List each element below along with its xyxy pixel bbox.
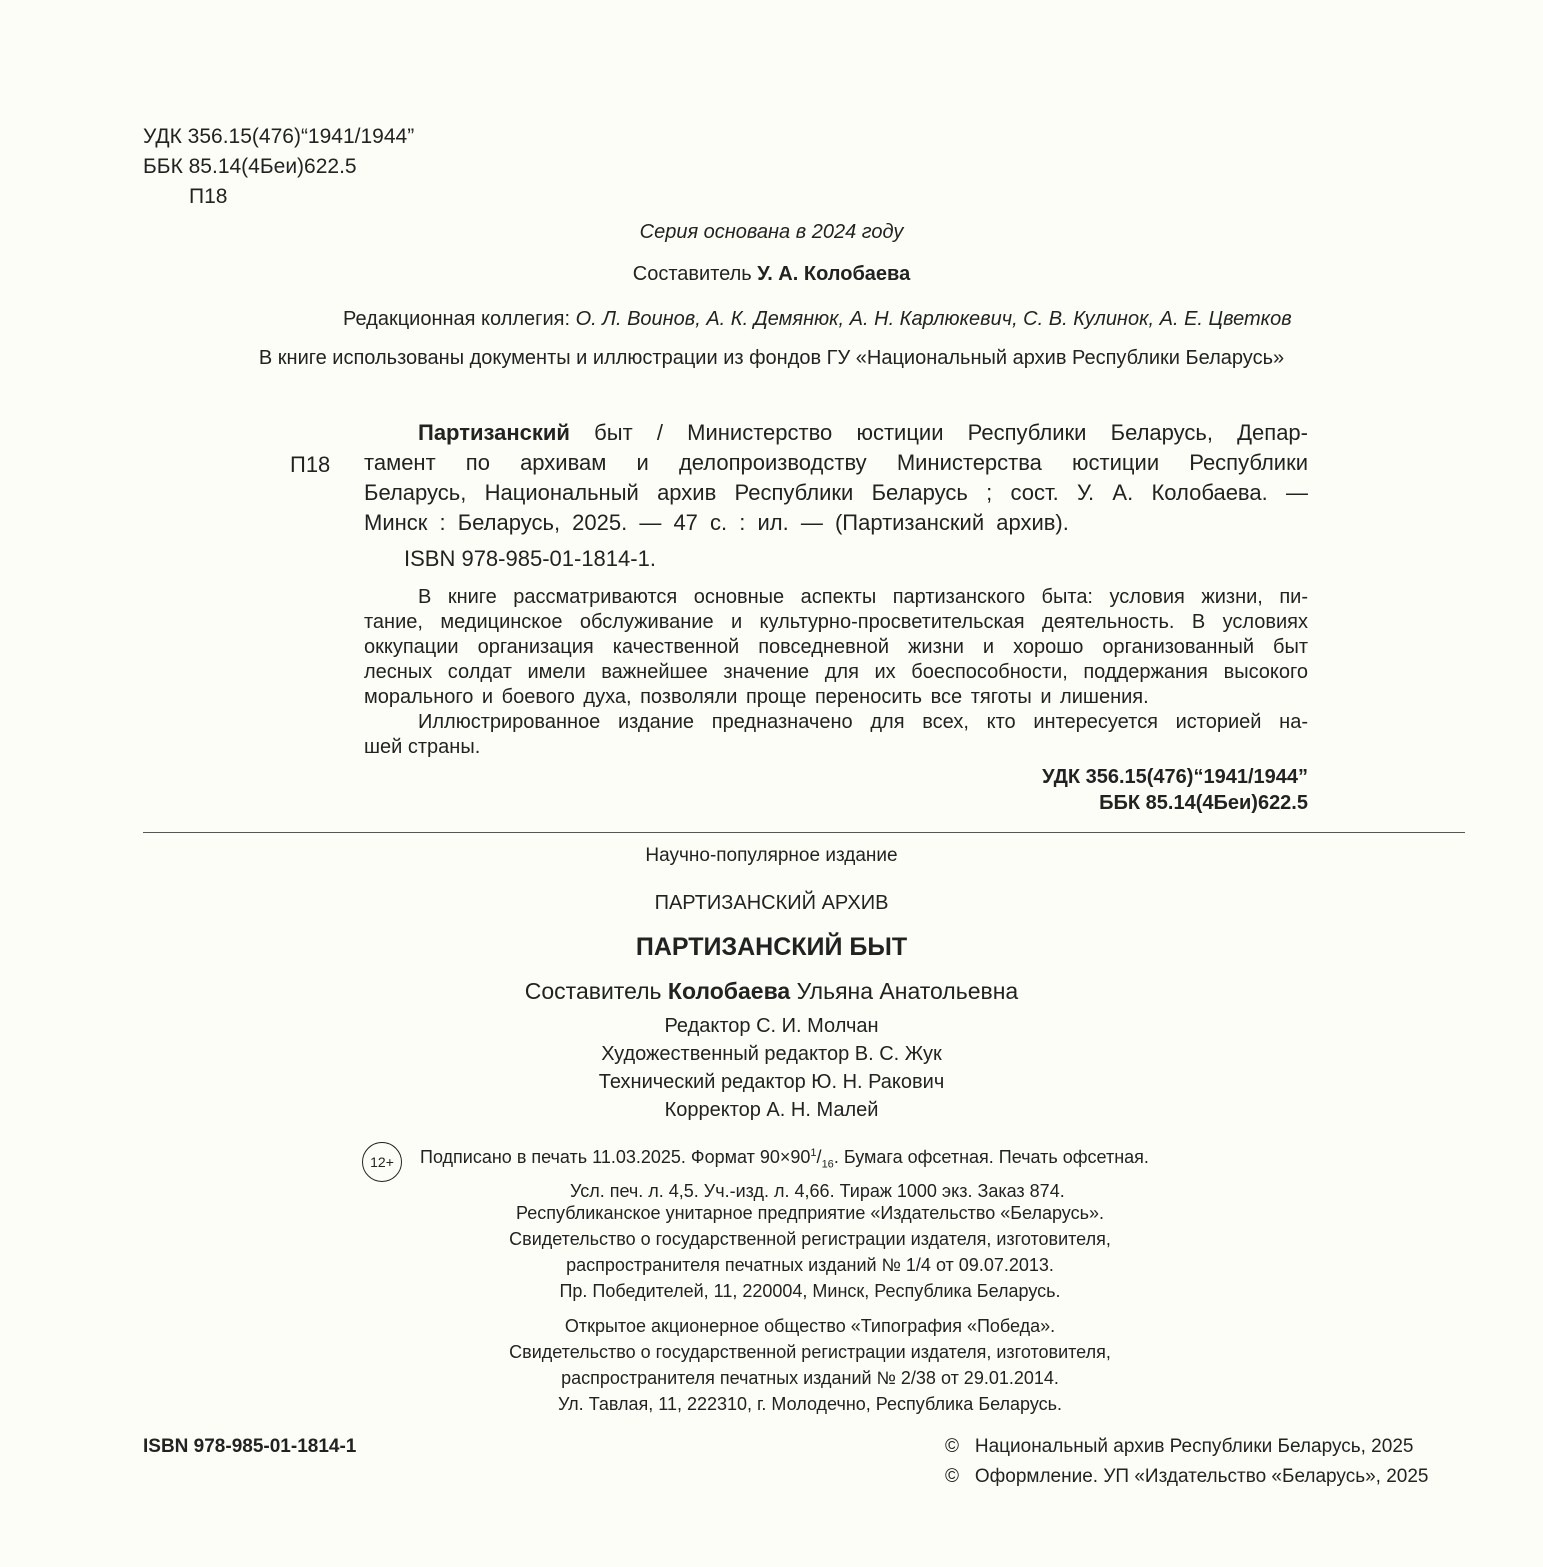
abstract-line: Иллюстрированное издание предназначено для всех, кто интересуется историей на- xyxy=(418,711,1308,733)
printer-line: Свидетельство о государственной регистрации издателя, изготовителя, xyxy=(509,1342,1111,1362)
editor: Редактор С. И. Молчан xyxy=(664,1015,879,1037)
board-members: О. Л. Воинов, А. К. Демянюк, А. Н. Карлюкевич, С. В. Кулинок, А. Е. Цветков xyxy=(575,308,1292,330)
print-line-1-pre: Подписано в печать 11.03.2025. Формат 90×90 xyxy=(420,1147,811,1167)
genre: Научно-популярное издание xyxy=(645,845,898,866)
abstract-line: В книге рассматриваются основные аспекты партизанского быта: условия жизни, пи- xyxy=(418,586,1308,608)
compiler-full-label: Составитель xyxy=(524,978,662,1004)
age-rating-badge: 12+ xyxy=(362,1142,402,1182)
publisher-block xyxy=(400,1200,1220,1304)
divider xyxy=(143,832,1465,833)
printer-line: Ул. Тавлая, 11, 222310, г. Молодечно, Республика Беларусь. xyxy=(557,1394,1063,1414)
abstract-line: оккупации организация качественной повседневной жизни и хорошо организованный быт xyxy=(364,636,1308,658)
proofreader: Корректор А. Н. Малей xyxy=(664,1099,879,1121)
udk-code: УДК 356.15(476)“1941/1944” xyxy=(143,125,415,148)
board-label: Редакционная коллегия: xyxy=(343,308,571,330)
copyright-text-1: Национальный архив Республики Беларусь, 2025 xyxy=(974,1436,1414,1457)
editorial-board xyxy=(343,304,1292,334)
biblio-line-3: Беларусь, Национальный архив Республики Беларусь ; сост. У. А. Колобаева. — xyxy=(364,480,1308,505)
compiler-given: Ульяна Анатольевна xyxy=(796,978,1019,1004)
copyright-line-2 xyxy=(945,1462,1429,1492)
book-title: ПАРТИЗАНСКИЙ БЫТ xyxy=(635,933,908,961)
copyright-symbol: © xyxy=(945,1466,959,1487)
copyright-line-1 xyxy=(945,1432,1429,1462)
classification-right xyxy=(900,764,1308,816)
biblio-line-4: Минск : Беларусь, 2025. — 47 с. : ил. — (Партизанский архив). xyxy=(364,510,1069,535)
compiler-name: У. А. Колобаева xyxy=(757,263,911,285)
compiler-full xyxy=(0,976,1543,1006)
biblio-line-1 xyxy=(364,418,1308,448)
print-line-2: Усл. печ. л. 4,5. Уч.-изд. л. 4,66. Тираж 1000 экз. Заказ 874. xyxy=(570,1180,1065,1201)
biblio-title: Партизанский xyxy=(418,420,570,445)
printer-line: распространителя печатных изданий № 2/38 от 29.01.2014. xyxy=(561,1368,1059,1388)
bbk-right: ББК 85.14(4Беи)622.5 xyxy=(1099,792,1308,814)
series-note: Серия основана в 2024 году xyxy=(639,221,904,243)
publisher-line: Свидетельство о государственной регистрации издателя, изготовителя, xyxy=(509,1229,1111,1249)
biblio-code: П18 xyxy=(290,452,331,477)
copyright-symbol: © xyxy=(945,1436,959,1457)
copyright-text-2: Оформление. УП «Издательство «Беларусь», 2025 xyxy=(974,1466,1429,1487)
publisher-line: Пр. Победителей, 11, 220004, Минск, Республика Беларусь. xyxy=(559,1281,1061,1301)
format-denominator: 16 xyxy=(821,1158,834,1171)
staff xyxy=(0,1012,1543,1124)
bbk-code: ББК 85.14(4Беи)622.5 xyxy=(143,155,357,178)
compiler-surname: Колобаева xyxy=(667,978,791,1004)
abstract-line: лесных солдат имели важнейшее значение для их боеспособности, поддержания высокого xyxy=(364,661,1308,683)
series-title: ПАРТИЗАНСКИЙ АРХИВ xyxy=(654,892,889,914)
abstract-line: шей страны. xyxy=(364,736,481,758)
abstract-line: морального и боевого духа, позволяли проще переносить все тяготы и лишения. xyxy=(364,686,1149,708)
print-line-1-post: . Бумага офсетная. Печать офсетная. xyxy=(833,1147,1149,1167)
compiler-label: Составитель xyxy=(632,263,752,285)
compiler-line xyxy=(0,259,1543,289)
printer-block xyxy=(400,1313,1220,1417)
art-editor: Художественный редактор В. С. Жук xyxy=(601,1043,942,1065)
print-line-1: Подписано в печать 11.03.2025. Формат $90\times 90^1/_{16}$. Бумага офсетная. Печать офсетная. xyxy=(420,1147,1149,1171)
printer-line: Открытое акционерное общество «Типография «Победа». xyxy=(564,1316,1056,1336)
abstract xyxy=(364,585,1308,760)
tech-editor: Технический редактор Ю. Н. Ракович xyxy=(598,1071,945,1093)
biblio-line-2: тамент по архивам и делопроизводству Министерства юстиции Республики xyxy=(364,450,1308,475)
biblio-isbn: ISBN 978-985-01-1814-1. xyxy=(404,546,656,571)
publisher-line: Республиканское унитарное предприятие «Издательство «Беларусь». xyxy=(516,1203,1104,1223)
print-details xyxy=(420,1140,1149,1204)
copyright-block xyxy=(945,1432,1429,1492)
abstract-line: тание, медицинское обслуживание и культурно-просветительская деятельность. В условиях xyxy=(364,611,1308,633)
udk-right: УДК 356.15(476)“1941/1944” xyxy=(1042,766,1308,788)
biblio-line-1-rest: быт / Министерство юстиции Республики Беларусь, Депар- xyxy=(594,420,1308,445)
sources-note: В книге использованы документы и иллюстрации из фондов ГУ «Национальный архив Республики Беларусь» xyxy=(258,347,1285,369)
footer-isbn: ISBN 978-985-01-1814-1 xyxy=(143,1436,357,1457)
format-numerator: 1 xyxy=(810,1147,817,1159)
biblio-record xyxy=(364,418,1308,574)
publisher-line: распространителя печатных изданий № 1/4 от 09.07.2013. xyxy=(566,1255,1054,1275)
author-mark: П18 xyxy=(189,185,228,208)
